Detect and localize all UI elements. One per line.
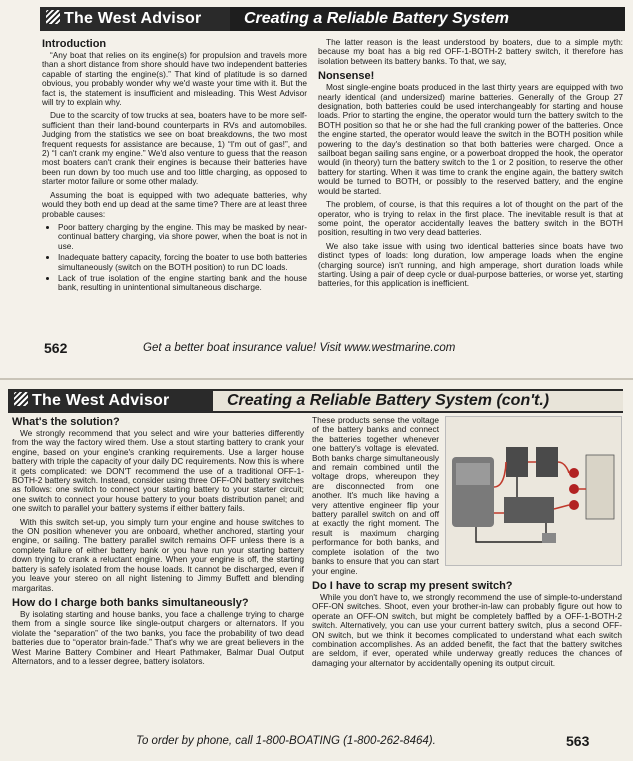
- list-item: • Poor battery charging by the engine. This may be masked by near-continual battery charging, via shore power, when the boat is not in use.: [58, 223, 307, 251]
- brand-logo: [46, 10, 201, 28]
- paragraph: We strongly recommend that you select and wire your batteries differently from the way the factory wired them. Use a stout starting battery to crank your engine, based on your engine's cranking requirements. Use a larger house battery with triple the capacity of your daily DC requirements. Now this is where it gets complicated: we DON'T recommend the use of a traditional OFF-1-BOTH-2 battery switch. Instead, consider using three OFF-ON battery switches as follows: one switch to connect your starting battery to your starter circuit; one switch to connect your house battery to your boats distribution panel; and one switch to parallel your battery systems if either battery fails.: [12, 428, 304, 514]
- paragraph: The latter reason is the least understood by boaters, due to a simple myth: because my boat has a big red OFF-1-BOTH-2 battery switch, it therefore has isolation between its battery banks. To that, we say,: [318, 37, 623, 66]
- right-column: [312, 416, 622, 672]
- brand-logo: [14, 392, 169, 410]
- battery-wiring-diagram: [445, 416, 622, 566]
- wiring-diagram-svg: [446, 417, 621, 565]
- footer-text: Get a better boat insurance value! Visit www.westmarine.com: [143, 342, 456, 354]
- page-number: 563: [566, 733, 590, 749]
- page-562: [0, 0, 633, 378]
- paragraph: Assuming the boat is equipped with two adequate batteries, why would they both end up dead at the same time? There are at least three probable causes:: [42, 189, 307, 219]
- footer-text: To order by phone, call 1-800-BOATING (1-800-262-8464).: [136, 735, 436, 747]
- scrap-heading: Do I have to scrap my present switch?: [312, 579, 513, 592]
- brand-name: The West Advisor: [32, 392, 170, 409]
- solution-heading: What's the solution?: [12, 416, 120, 428]
- paragraph: Due to the scarcity of tow trucks at sea, boaters have to be more self-sufficient than their land-bound counterparts in RVs and automobiles. Judging from the statistics we see on boat breakdowns, the two most frequent requests for assistance are because, 1) “I'm out of gas!”, and 2) “I can't crank my engine.” We'd also venture to guess that the reason most boaters can't crank their engines is because their batteries have been run down by too much use and too little charging, as opposed to starter motor failure or some other malady.: [42, 110, 307, 187]
- paragraph: While you don't have to, we strongly recommend the use of simple-to-understand OFF-ON switches. Shoot, even your brother-in-law can probably figure out how to operate an OFF-ON switch, but might be completely baffled by a OFF-1-BOTH-2 switch. Alternatively, you can use your current battery switch, plus a second OFF-ON switch, but we think it becomes complicated to understand what each switch combination accomplishes. As an added benefit, the fact that the battery switches are seldom, if ever, operated while underway greatly reduces the chances of damaging your alternator by accidentally opening its output circuit.: [312, 591, 622, 668]
- paragraph: Most single-engine boats produced in the last thirty years are equipped with two nearly identical (and undersized) marine batteries. Generally of the Group 27 designation, both batteries could be used interchangeably for starting and house loads. Prior to starting the engine, the operator would turn the battery switch to the BOTH position so that he or she had the full cranking power of the batteries. Once the engine started, the operator would leave the switch in the BOTH position while powering to the day's destination so that both batteries were charged. Once a sailboat began sailing sans engine, or a powerboat dropped the hook, the operator would (in theory) turn the battery switch to the 1 or 2 position, to reserve the other battery for starting. When it was time to crank the engine again, the battery switch would be turned to BOTH, or possibly to the reserved battery, and the engine would be started.: [318, 82, 623, 196]
- paragraph: By isolating starting and house banks, you face a challenge trying to charge them from a single source like single-output chargers or alternators. If you violate the “separation” of the two banks, you face the probability of two dead batteries due to “operator brain-fade.” That's why we are great believers in the West Marine Battery Combiner and Heart Pathmaker, Balmar Dual Output Alternators, and to a lesser degree, battery isolators.: [12, 608, 304, 666]
- article-title: Creating a Reliable Battery System: [230, 7, 625, 31]
- article-title: Creating a Reliable Battery System (con't.): [213, 391, 623, 411]
- engine-block: [456, 463, 490, 485]
- distribution-panel-shape: [586, 455, 614, 519]
- switch-shape: [569, 484, 579, 494]
- page-banner: [8, 389, 623, 413]
- brand-name: The West Advisor: [64, 10, 202, 27]
- combiner-shape: [542, 533, 556, 543]
- left-column: [42, 38, 307, 297]
- paragraph: The problem, of course, is that this requires a lot of thought on the part of the operator, who is trying to relax in the first place. The inevitable result is that at some point, the operator accidentally leaves the battery switch in the BOTH position, resulting in two very dead batteries.: [318, 199, 623, 238]
- battery-shape: [504, 497, 554, 523]
- right-column: [318, 38, 623, 293]
- paragraph: “Any boat that relies on its engine(s) for propulsion and travels more than a short distance from shore should have two independent batteries capable of starting the engine(s).” That kind of platitude is so darned obvious, you probably wonder why we'd waste your time with it. But the fact is, the statement is insufficient and misleading. This West Advisor will try to explain why.: [42, 50, 307, 108]
- charge-heading: How do I charge both banks simultaneously?: [12, 596, 249, 609]
- logo-mark-icon: [46, 10, 60, 24]
- battery-shape: [536, 447, 558, 477]
- paragraph: With this switch set-up, you simply turn your engine and house switches to the ON position whenever you are onboard, whether anchored, starting your engine, or sailing. The battery parallel switch remains OFF unless there is a complete failure of either battery bank or you have run your starting battery down trying to crank a reluctant engine. When your engine is off, the starting battery is safely isolated from the house loads. It cannot be discharged, even if you leave your stereo on all night listening to Jimmy Buffett and blending margaritas.: [12, 516, 304, 593]
- page-banner: [40, 7, 625, 31]
- intro-heading: Introduction: [42, 38, 107, 50]
- switch-shape: [569, 468, 579, 478]
- page-number: 562: [44, 340, 68, 356]
- battery-shape: [506, 447, 528, 477]
- nonsense-heading: Nonsense!: [318, 70, 375, 83]
- page-563: [0, 380, 633, 761]
- list-item: • Lack of true isolation of the engine starting bank and the house bank, resulting in unintentional simultaneous discharge.: [58, 274, 307, 293]
- logo-mark-icon: [14, 392, 28, 406]
- left-column: [12, 416, 304, 670]
- paragraph: These products sense the voltage of the battery banks and connect the batteries together whenever one battery's voltage is elevated. Both banks charge simultaneously and remain combined until the voltage drops, whereupon they are disconnected from one another. It's much like having a very attentive engineer flip your battery parallel switch on and off at exactly the right moment. The result is maximum charging performance for both banks, and complete isolation of the two banks to ensure that you can start your engine.: [312, 415, 439, 576]
- list-item: • Inadequate battery capacity, forcing the boater to use both batteries simultaneously (switch on the BOTH position) to run DC loads.: [58, 253, 307, 272]
- switch-shape: [569, 500, 579, 510]
- causes-list: [42, 223, 307, 293]
- paragraph: We also take issue with using two identical batteries since boats have two distinct types of loads: long duration, low amperage loads when the engine (charging source) isn't running, and high amperage, short duration loads while starting. Using a pair of deep cycle or dual-purpose batteries, or worse yet, starting batteries, for this application is inefficient.: [318, 240, 623, 289]
